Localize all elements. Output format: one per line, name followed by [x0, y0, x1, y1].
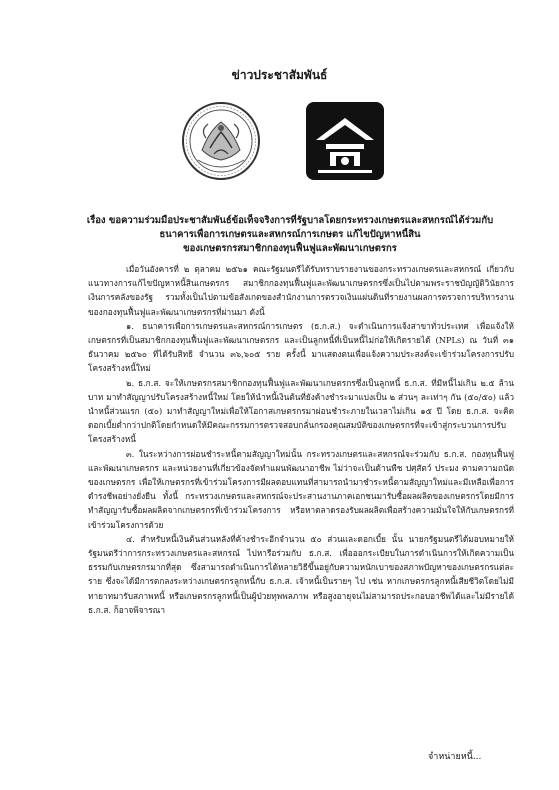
paragraph-1: ๑. ธนาคารเพื่อการเกษตรและสหกรณ์การเกษตร (ธ.ก.ส.) จะดำเนินการแจ้งสาขาทั่วประเทศ เพื่อแจ้งให้เกษตรกรที่เป็นสมาชิกกองทุนฟื้นฟูและพัฒนาเกษตรกร และเป็นลูกหนี้ที่เป็นหนี้ไม่ก่อให้เกิดรายได้ (NPLs) ณ วันที่ ๓๑ ธันวาคม ๒๕๖๐ ที่ได้รับสิทธิ จำนวน ๓๖,๖๐๕ ราย ครั้งนี้ มาแสดงตนเพื่อแจ้งความประสงค์จะเข้าร่วมโครงการปรับโครงสร้างหนี้ใหม่ [88, 320, 514, 374]
paragraph-2: ๒. ธ.ก.ส. จะให้เกษตรกรสมาชิกกองทุนฟื้นฟูและพัฒนาเกษตรกรซึ่งเป็นลูกหนี้ ธ.ก.ส. ที่มีหนี้ไม่เกิน ๒.๕ ล้านบาท มาทำสัญญาปรับโครงสร้างหนี้ใหม่ โดยให้นำหนี้เงินต้นที่ยังค้างชำระมาแบ่งเป็น ๒ ส่วนๆ ละเท่าๆ กัน (๕๐/๕๐) แล้วนำหนี้ส่วนแรก (๕๐) มาทำสัญญาใหม่เพื่อให้โอกาสเกษตรกรมาผ่อนชำระภายในเวลาไม่เกิน ๑๕ ปี โดย ธ.ก.ส. จะคิดดอกเบี้ยต่ำกว่าปกติโดยกำหนดให้มีคณะกรรมการตรวจสอบกลั่นกรองคุณสมบัติของเกษตรกรที่จะเข้าสู่กระบวนการปรับโครงสร้างหนี้ [88, 377, 514, 445]
paragraph-3: ๓. ในระหว่างการผ่อนชำระหนี้ตามสัญญาใหม่นั้น กระทรวงเกษตรและสหกรณ์จะร่วมกับ ธ.ก.ส. กองทุนฟื้นฟูและพัฒนาเกษตรกร และหน่วยงานที่เกี่ยวข้องจัดทำแผนพัฒนาอาชีพ ไม่ว่าจะเป็นด้านพืช ปศุสัตว์ ประมง ตามความถนัดของเกษตรกร เพื่อให้เกษตรกรที่เข้าร่วมโครงการมีผลตอบแทนที่สามารถนำมาชำระหนี้ตามสัญญาใหม่และมีเหลือเพื่อการดำรงชีพอย่างยั่งยืน ทั้งนี้ กระทรวงเกษตรและสหกรณ์จะประสานงานภาคเอกชนมารับซื้อผลผลิตของเกษตรกรโดยมีการทำสัญญารับซื้อผลผลิตจากเกษตรกรที่เข้าร่วมโครงการ หรือหาตลาดรองรับผลผลิตเพื่อสร้างความมั่นใจให้กับเกษตรกรที่เข้าร่วมโครงการด้วย [88, 448, 514, 530]
subject-line-1: เรื่อง ขอความร่วมมือประชาสัมพันธ์ข้อเท็จจริงการที่รัฐบาลโดยกระทรวงเกษตรและสหกรณ์ได้ร่วมกับ [86, 215, 494, 226]
subject-line-2: ธนาคารเพื่อการเกษตรและสหกรณ์การเกษตร แก้ไขปัญหาหนี้สิน [159, 229, 421, 240]
document-title: ข่าวประชาสัมพันธ์ [231, 68, 328, 82]
ministry-seal-icon [180, 100, 262, 182]
document-subject [70, 214, 510, 256]
continuation-note: จำหน่ายหนี้... [428, 752, 482, 762]
baac-logo-icon [304, 100, 386, 182]
paragraph-4: ๔. สำหรับหนี้เงินต้นส่วนหลังที่ค้างชำระอีกจำนวน ๕๐ ส่วนและดอกเบี้ย นั้น นายกรัฐมนตรีได้มอบหมายให้ รัฐมนตรีว่าการกระทรวงเกษตรและสหกรณ์ ไปหารือร่วมกับ ธ.ก.ส. เพื่อออกระเบียบในการดำเนินการให้เกิดความเป็นธรรมกับเกษตรกรมากที่สุด ซึ่งสามารถดำเนินการได้หลายวิธีขึ้นอยู่กับความหนักเบาของสภาพปัญหาของเกษตรกรแต่ละราย ซึ่งจะได้มีการตกลงระหว่างเกษตรกรลูกหนี้กับ ธ.ก.ส. เจ้าหนี้เป็นรายๆ ไป เช่น หากเกษตรกรลูกหนี้เสียชีวิตโดยไม่มีทายาทมารับสภาพหนี้ หรือเกษตรกรลูกหนี้เป็นผู้ป่วยทุพพลภาพ หรือสูงอายุจนไม่สามารถประกอบอาชีพได้และไม่มีรายได้ ธ.ก.ส. ก็อาจพิจารณา [88, 533, 514, 615]
subject-line-3: ของเกษตรกรสมาชิกกองทุนฟื้นฟูและพัฒนาเกษตรกร [183, 243, 397, 254]
paragraph-intro: เมื่อวันอังคารที่ ๒ ตุลาคม ๒๕๖๑ คณะรัฐมนตรีได้รับทราบรายงานของกระทรวงเกษตรและสหกรณ์ เกี่ยวกับแนวทางการแก้ไขปัญหาหนี้สินเกษตรกร สมาชิกกองทุนฟื้นฟูและพัฒนาเกษตรกรซึ่งเป็นไปตามพระราชบัญญัติวินัยการเงินการคลังของรัฐ รวมทั้งเป็นไปตามข้อสังเกตของสำนักงานการตรวจเงินแผ่นดินที่รายงานผลการตรวจการบริหารงานของกองทุนฟื้นฟูและพัฒนาเกษตรกรที่ผ่านมา ดังนี้ [88, 264, 514, 317]
document-body [88, 262, 514, 617]
